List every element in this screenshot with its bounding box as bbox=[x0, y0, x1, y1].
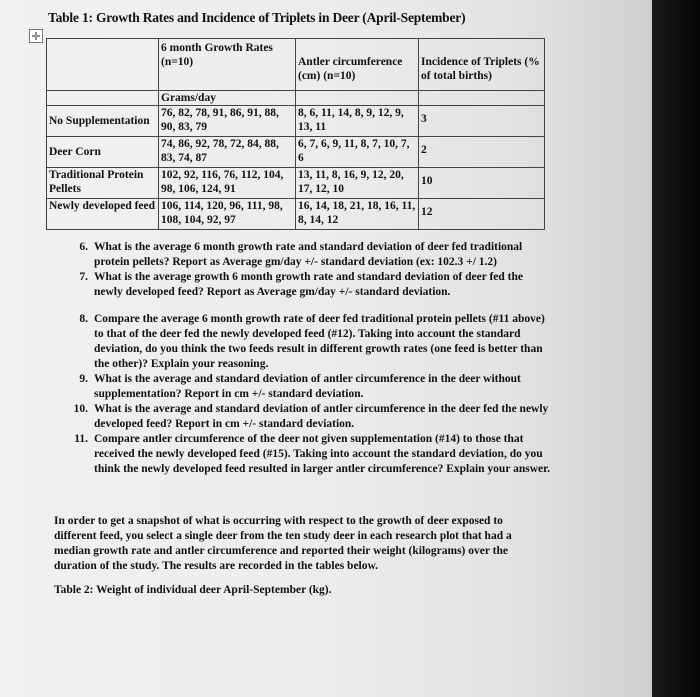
question-list bbox=[62, 240, 552, 477]
question-text: Compare antler circumference of the deer not given supplementation (#14) to those that received the newly developed feed (#15). Taking into account the standard deviation, do you think the newly developed feed resulted in larger antler circumference? Explain your answer. bbox=[94, 433, 551, 475]
triplets-value: 10 bbox=[419, 168, 545, 199]
row-label: Newly developed feed bbox=[47, 199, 159, 230]
header-growth-line1: 6 month Growth Rates bbox=[161, 42, 273, 54]
growth-values: 76, 82, 78, 91, 86, 91, 88, 90, 83, 79 bbox=[159, 106, 296, 137]
antler-values: 6, 7, 6, 9, 11, 8, 7, 10, 7, 6 bbox=[296, 137, 419, 168]
row-label: No Supplementation bbox=[47, 106, 159, 137]
triplets-value: 2 bbox=[419, 137, 545, 168]
table2-title: Table 2: Weight of individual deer April-September (kg). bbox=[54, 584, 332, 596]
header-antler-cell: Antler circumference (cm) (n=10) bbox=[296, 39, 419, 91]
row-label: Traditional Protein Pellets bbox=[47, 168, 159, 199]
background-edge bbox=[652, 0, 700, 697]
table-unit-row bbox=[47, 91, 545, 106]
question-text: What is the average and standard deviation of antler circumference in the deer without supplementation? Report in cm +/- standard deviation. bbox=[94, 373, 521, 400]
table-header-row bbox=[47, 39, 545, 91]
antler-values: 16, 14, 18, 21, 18, 16, 11, 8, 14, 12 bbox=[296, 199, 419, 230]
table-row bbox=[47, 106, 545, 137]
question-number: 10. bbox=[73, 403, 88, 415]
question-item bbox=[62, 402, 552, 432]
table-row bbox=[47, 137, 545, 168]
snapshot-paragraph: In order to get a snapshot of what is occurring with respect to the growth of deer exposed to different feed, you select a single deer from the ten study deer in each research plot that had a median growth rate and antler circumference and reported their weight (kilograms) over the duration of the study. The results are recorded in the tables below. bbox=[54, 515, 512, 572]
question-item bbox=[62, 270, 552, 300]
table-row bbox=[47, 168, 545, 199]
question-item bbox=[62, 312, 552, 372]
growth-table bbox=[46, 38, 545, 230]
question-number: 11. bbox=[74, 433, 88, 445]
question-number: 8. bbox=[79, 313, 88, 325]
question-text: What is the average 6 month growth rate and standard deviation of deer fed traditional protein pellets? Report as Average gm/day +/- standard deviation (ex: 102.3 +/ 1.2) bbox=[94, 241, 523, 268]
table-move-handle[interactable] bbox=[29, 29, 43, 43]
header-empty-cell bbox=[47, 39, 159, 91]
question-text: What is the average growth 6 month growth rate and standard deviation of deer fed the newly developed feed? Report as Average gm/day +/- standard deviation. bbox=[94, 271, 523, 298]
question-number: 9. bbox=[79, 373, 88, 385]
header-growth-line2: (n=10) bbox=[161, 56, 194, 68]
question-text: What is the average and standard deviation of antler circumference in the deer fed the newly developed feed? Report in cm +/- standard deviation. bbox=[94, 403, 549, 430]
triplets-value: 3 bbox=[419, 106, 545, 137]
antler-values: 13, 11, 8, 16, 9, 12, 20, 17, 12, 10 bbox=[296, 168, 419, 199]
unit-empty-cell bbox=[296, 91, 419, 106]
unit-empty-cell bbox=[419, 91, 545, 106]
table1-title: Table 1: Growth Rates and Incidence of Triplets in Deer (April-September) bbox=[48, 10, 466, 25]
header-growth-cell bbox=[159, 39, 296, 91]
row-label: Deer Corn bbox=[47, 137, 159, 168]
question-number: 6. bbox=[79, 241, 88, 253]
question-item bbox=[62, 240, 552, 270]
header-triplets-cell: Incidence of Triplets (% of total births) bbox=[419, 39, 545, 91]
growth-values: 102, 92, 116, 76, 112, 104, 98, 106, 124, 91 bbox=[159, 168, 296, 199]
question-number: 7. bbox=[79, 271, 88, 283]
table-row bbox=[47, 199, 545, 230]
unit-empty-cell bbox=[47, 91, 159, 106]
growth-values: 106, 114, 120, 96, 111, 98, 108, 104, 92, 97 bbox=[159, 199, 296, 230]
antler-values: 8, 6, 11, 14, 8, 9, 12, 9, 13, 11 bbox=[296, 106, 419, 137]
question-item bbox=[62, 432, 552, 477]
move-icon: ✛ bbox=[31, 29, 41, 43]
question-text: Compare the average 6 month growth rate of deer fed traditional protein pellets (#11 above) to that of the deer fed the newly developed feed (#12). Taking into account the standard deviation, do you think the two feeds result in different growth rates (one feed is better than the other)? Explain your reasoning. bbox=[94, 313, 545, 370]
question-item bbox=[62, 372, 552, 402]
triplets-value: 12 bbox=[419, 199, 545, 230]
growth-values: 74, 86, 92, 78, 72, 84, 88, 83, 74, 87 bbox=[159, 137, 296, 168]
unit-growth-cell: Grams/day bbox=[159, 91, 296, 106]
